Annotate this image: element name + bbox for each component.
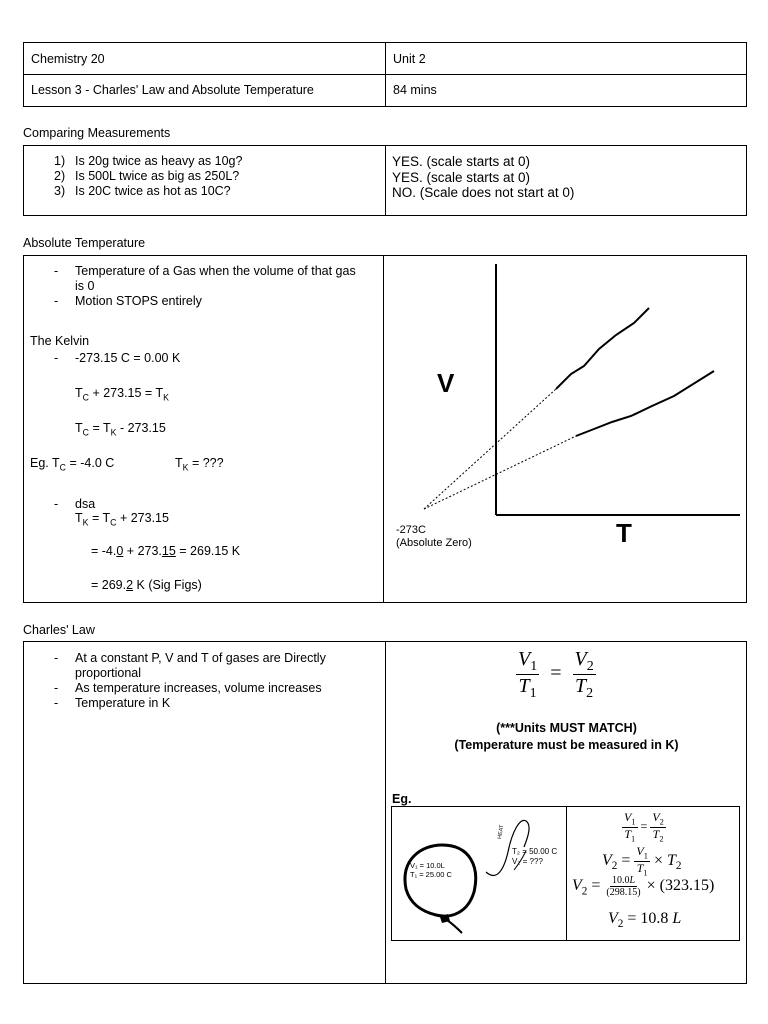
solution-formula-1: $\frac{V_1}{T_1}$ = $\frac{V_2}{T_2}$ xyxy=(624,810,664,844)
course-cell xyxy=(24,43,386,75)
lesson-title: Lesson 3 - Charles' Law and Absolute Temperature xyxy=(31,83,314,97)
extrapolation-lower xyxy=(424,436,576,509)
lesson-cell xyxy=(24,75,386,107)
balloon-outline xyxy=(405,845,476,916)
course-name: Chemistry 20 xyxy=(31,52,105,66)
sig-fig-step: = 269.2 K (Sig Figs) xyxy=(91,578,202,592)
charles-table xyxy=(23,641,747,984)
lesson-duration: 84 mins xyxy=(393,83,437,97)
kelvin-heading: The Kelvin xyxy=(30,334,90,348)
absolute-title: Absolute Temperature xyxy=(23,236,146,250)
convert-k-to-c: $T_C = T_K - 273.15$ xyxy=(75,421,166,438)
comparing-questions-cell xyxy=(24,146,386,216)
dash-mark: - xyxy=(54,351,59,365)
duration-cell xyxy=(386,75,747,107)
comparing-table xyxy=(23,145,747,216)
example-divider xyxy=(566,807,567,940)
bullet-item: - Motion STOPS entirely xyxy=(24,294,364,309)
question-item: 2) Is 500L twice as big as 250L? xyxy=(54,169,240,183)
convert-c-to-k: $T_C + 273.15 = T_K$ xyxy=(75,386,169,403)
questions-list xyxy=(24,146,385,199)
comparing-answers-cell xyxy=(386,146,747,216)
volume-temperature-graph xyxy=(384,256,746,602)
charles-title: Charles' Law xyxy=(23,623,95,637)
unit-name: Unit 2 xyxy=(393,52,426,66)
series-line-lower xyxy=(576,371,714,436)
bullet-item: - Temperature in K xyxy=(24,696,364,711)
initial-state: V₁ = 10.0L T₁ = 25.00 C xyxy=(410,861,452,879)
charles-formula-cell xyxy=(386,642,747,984)
solution-result: $V_2 = 10.8$ L xyxy=(608,910,682,931)
absolute-graph-cell xyxy=(384,256,747,603)
charles-notes-cell xyxy=(24,642,386,984)
answer-item: YES. (scale starts at 0) xyxy=(392,169,531,185)
comparing-title: Comparing Measurements xyxy=(23,126,171,140)
final-state: T₂ = 50.00 C V₂ = ??? xyxy=(512,847,558,866)
charles-bullets xyxy=(24,642,364,711)
charles-law-formula: $\frac{V_1}{T_1}$ = $\frac{V_2}{T_2}$ xyxy=(518,648,594,702)
example-label: Eg. xyxy=(392,792,412,806)
solution-formula-2: $V_2$ = $\frac{V_1}{T_1}$ × $T_2$ xyxy=(602,844,682,878)
absolute-bullets xyxy=(24,264,364,309)
units-note: (***Units MUST MATCH) (Temperature must be measured in K) xyxy=(454,721,679,752)
formula-k: $T_K = T_C + 273.15$ xyxy=(75,511,169,528)
absolute-zero-label: -273C (Absolute Zero) xyxy=(396,524,472,549)
heat-label: HEAT xyxy=(496,824,506,840)
answer-item: NO. (Scale does not start at 0) xyxy=(392,185,575,200)
dash-mark: - xyxy=(54,497,59,511)
balloon-string xyxy=(447,920,462,933)
example-box xyxy=(391,806,740,941)
answer-item: YES. (scale starts at 0) xyxy=(392,154,531,169)
absolute-notes-cell xyxy=(24,256,384,603)
answers-list xyxy=(386,146,746,201)
example-unknown: $T_K$ = ??? xyxy=(175,456,224,473)
solution-calculation: $V_2$ = $\frac{10.0L}{(298.15)}$ × (323.15) xyxy=(572,875,715,898)
dsa-text: dsa xyxy=(75,497,96,511)
series-line-upper xyxy=(556,308,649,389)
t-axis-label: T xyxy=(616,518,632,548)
v-axis-label: V xyxy=(437,368,455,398)
extrapolation-upper xyxy=(424,389,556,509)
bullet-item: - Temperature of a Gas when the volume of that gas is 0 xyxy=(24,264,364,294)
calc-step: = -4.0 + 273.15 = 269.15 K xyxy=(91,544,241,558)
bullet-item: - As temperature increases, volume increases xyxy=(24,681,364,696)
absolute-table xyxy=(23,255,747,603)
question-item: 3) Is 20C twice as hot as 10C? xyxy=(54,184,231,198)
example-line: Eg. $T_C = -4.0$ C xyxy=(30,456,115,473)
bullet-item: - At a constant P, V and T of gases are Directly proportional xyxy=(24,651,364,681)
kelvin-equation: -273.15 C = 0.00 K xyxy=(75,351,181,365)
question-item: 1) Is 20g twice as heavy as 10g? xyxy=(54,154,243,168)
unit-cell xyxy=(386,43,747,75)
header-table xyxy=(23,42,747,107)
